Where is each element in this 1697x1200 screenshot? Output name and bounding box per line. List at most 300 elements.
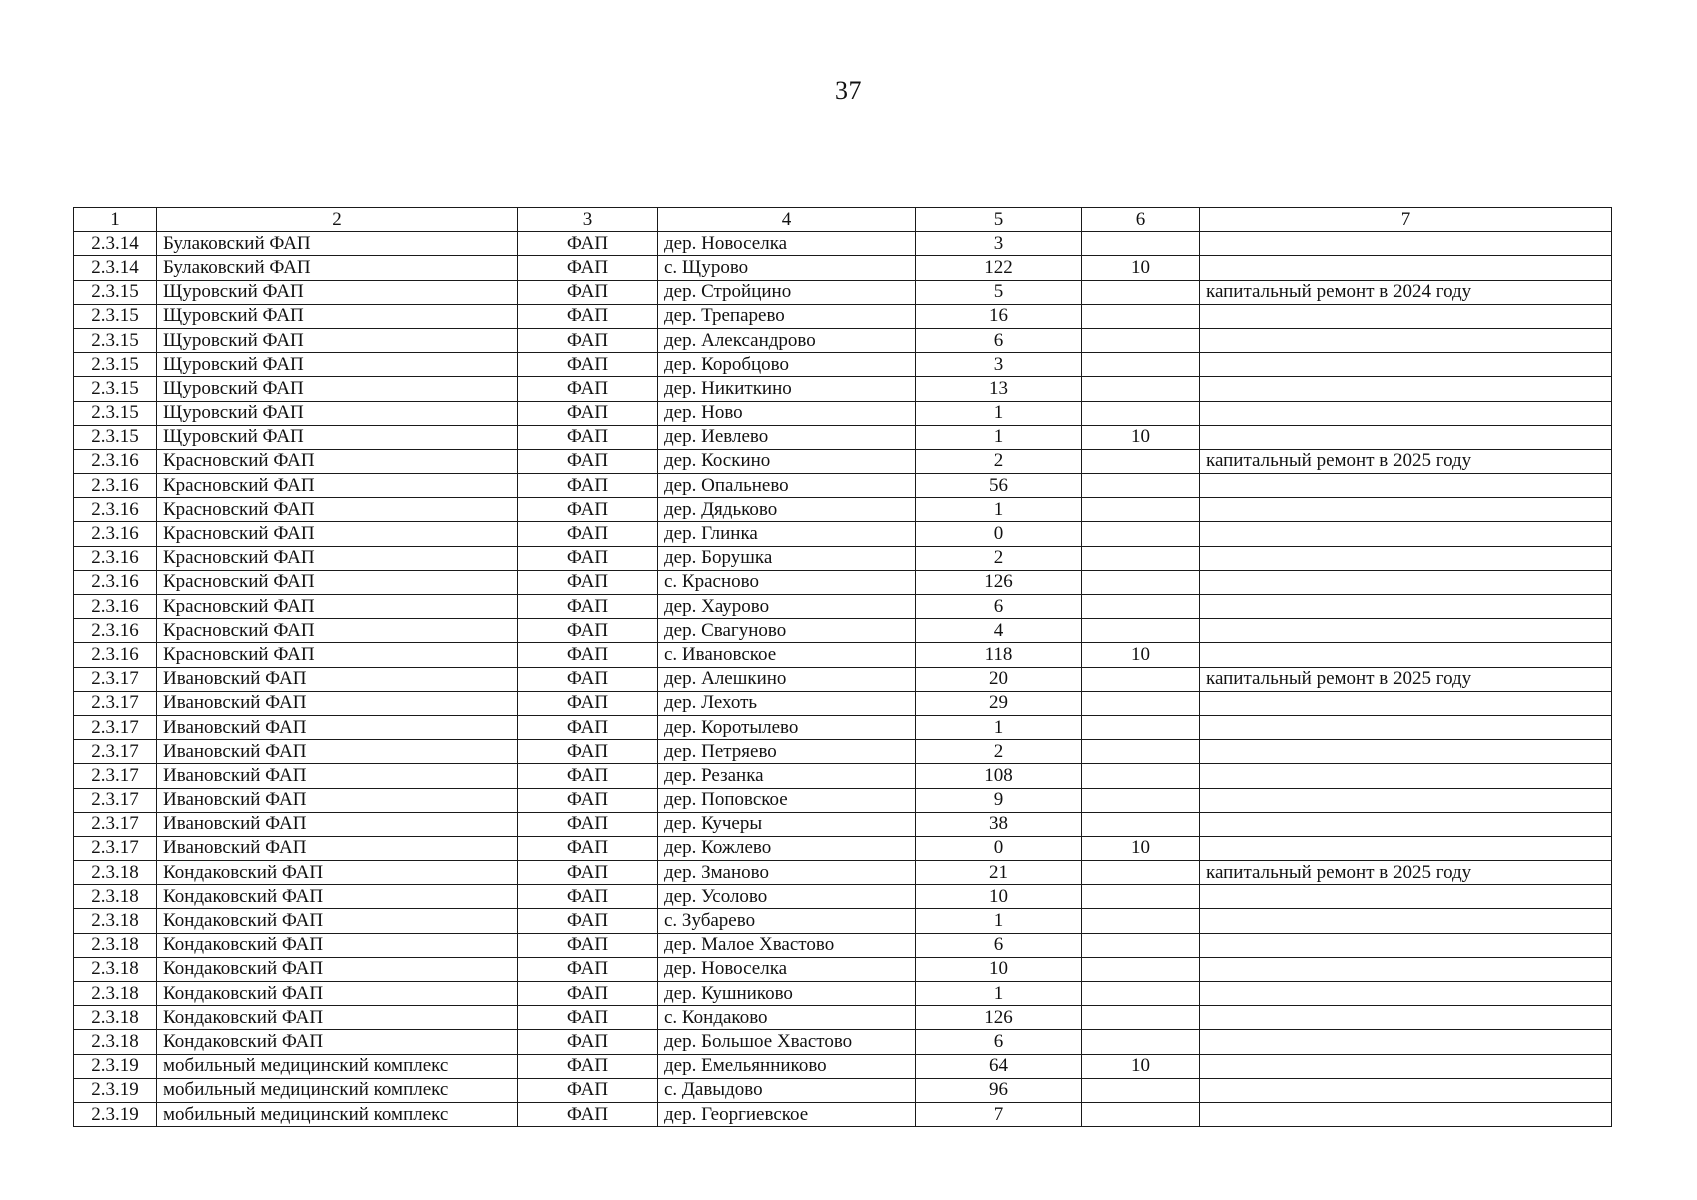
settlement-cell: дер. Кучеры (658, 812, 916, 836)
settlement-cell: дер. Кожлево (658, 836, 916, 860)
facility-type-cell: ФАП (518, 957, 658, 981)
note-cell (1200, 328, 1612, 352)
facility-type-cell: ФАП (518, 933, 658, 957)
note-cell (1200, 691, 1612, 715)
table-row (74, 836, 1612, 860)
settlement-cell: дер. Алешкино (658, 667, 916, 691)
facility-type-cell: ФАП (518, 812, 658, 836)
row-number-cell: 2.3.17 (74, 812, 157, 836)
table-row (74, 812, 1612, 836)
settlement-cell: дер. Ново (658, 401, 916, 425)
facility-type-cell: ФАП (518, 401, 658, 425)
settlement-cell: с. Кондаково (658, 1006, 916, 1030)
distance-cell (1082, 982, 1200, 1006)
row-number-cell: 2.3.16 (74, 546, 157, 570)
note-cell (1200, 522, 1612, 546)
facility-name-cell: Кондаковский ФАП (157, 885, 518, 909)
population-cell: 56 (916, 474, 1082, 498)
settlement-cell: дер. Большое Хвастово (658, 1030, 916, 1054)
facility-name-cell: Ивановский ФАП (157, 691, 518, 715)
settlement-cell: дер. Борушка (658, 546, 916, 570)
population-cell: 118 (916, 643, 1082, 667)
note-cell (1200, 595, 1612, 619)
settlement-cell: с. Щурово (658, 256, 916, 280)
facility-type-cell: ФАП (518, 643, 658, 667)
facility-type-cell: ФАП (518, 1054, 658, 1078)
row-number-cell: 2.3.15 (74, 377, 157, 401)
row-number-cell: 2.3.15 (74, 401, 157, 425)
note-cell (1200, 401, 1612, 425)
facility-type-cell: ФАП (518, 740, 658, 764)
population-cell: 2 (916, 546, 1082, 570)
table-row (74, 353, 1612, 377)
facility-type-cell: ФАП (518, 232, 658, 256)
facility-name-cell: Щуровский ФАП (157, 401, 518, 425)
facility-name-cell: Щуровский ФАП (157, 425, 518, 449)
note-cell (1200, 885, 1612, 909)
distance-cell (1082, 328, 1200, 352)
population-cell: 10 (916, 885, 1082, 909)
note-cell (1200, 1030, 1612, 1054)
distance-cell (1082, 401, 1200, 425)
settlement-cell: дер. Новоселка (658, 232, 916, 256)
table-row (74, 982, 1612, 1006)
settlement-cell: дер. Трепарево (658, 304, 916, 328)
table-row (74, 449, 1612, 473)
table-body (74, 232, 1612, 1127)
population-cell: 7 (916, 1102, 1082, 1126)
note-cell (1200, 1054, 1612, 1078)
column-header: 4 (658, 208, 916, 232)
facility-name-cell: Красновский ФАП (157, 595, 518, 619)
population-cell: 6 (916, 328, 1082, 352)
population-cell: 1 (916, 425, 1082, 449)
population-cell: 4 (916, 619, 1082, 643)
row-number-cell: 2.3.19 (74, 1054, 157, 1078)
facility-type-cell: ФАП (518, 1102, 658, 1126)
settlement-cell: дер. Георгиевское (658, 1102, 916, 1126)
distance-cell (1082, 1006, 1200, 1030)
distance-cell (1082, 1102, 1200, 1126)
table-row (74, 1054, 1612, 1078)
settlement-cell: с. Ивановское (658, 643, 916, 667)
facility-name-cell: Красновский ФАП (157, 643, 518, 667)
distance-cell (1082, 595, 1200, 619)
population-cell: 2 (916, 740, 1082, 764)
table-row (74, 595, 1612, 619)
row-number-cell: 2.3.18 (74, 1006, 157, 1030)
note-cell (1200, 474, 1612, 498)
distance-cell: 10 (1082, 836, 1200, 860)
distance-cell (1082, 498, 1200, 522)
facility-name-cell: Щуровский ФАП (157, 353, 518, 377)
row-number-cell: 2.3.19 (74, 1102, 157, 1126)
row-number-cell: 2.3.16 (74, 498, 157, 522)
row-number-cell: 2.3.18 (74, 933, 157, 957)
population-cell: 16 (916, 304, 1082, 328)
facility-name-cell: Булаковский ФАП (157, 232, 518, 256)
facility-type-cell: ФАП (518, 595, 658, 619)
facility-name-cell: Красновский ФАП (157, 498, 518, 522)
note-cell (1200, 1006, 1612, 1030)
note-cell (1200, 812, 1612, 836)
facility-type-cell: ФАП (518, 1006, 658, 1030)
population-cell: 3 (916, 232, 1082, 256)
note-cell (1200, 425, 1612, 449)
column-header: 5 (916, 208, 1082, 232)
facility-type-cell: ФАП (518, 304, 658, 328)
population-cell: 13 (916, 377, 1082, 401)
table-row (74, 909, 1612, 933)
facility-type-cell: ФАП (518, 619, 658, 643)
population-cell: 96 (916, 1078, 1082, 1102)
facility-name-cell: мобильный медицинский комплекс (157, 1102, 518, 1126)
table-row (74, 256, 1612, 280)
note-cell: капитальный ремонт в 2025 году (1200, 667, 1612, 691)
population-cell: 10 (916, 957, 1082, 981)
note-cell (1200, 256, 1612, 280)
table-row (74, 643, 1612, 667)
row-number-cell: 2.3.15 (74, 304, 157, 328)
population-cell: 3 (916, 353, 1082, 377)
facility-type-cell: ФАП (518, 425, 658, 449)
distance-cell: 10 (1082, 256, 1200, 280)
population-cell: 20 (916, 667, 1082, 691)
column-header: 2 (157, 208, 518, 232)
settlement-cell: дер. Коскино (658, 449, 916, 473)
facility-name-cell: Ивановский ФАП (157, 740, 518, 764)
facility-type-cell: ФАП (518, 498, 658, 522)
facility-type-cell: ФАП (518, 546, 658, 570)
row-number-cell: 2.3.17 (74, 788, 157, 812)
distance-cell (1082, 280, 1200, 304)
population-cell: 21 (916, 861, 1082, 885)
table-row (74, 304, 1612, 328)
row-number-cell: 2.3.14 (74, 232, 157, 256)
settlement-cell: дер. Поповское (658, 788, 916, 812)
table-row (74, 1078, 1612, 1102)
distance-cell (1082, 546, 1200, 570)
settlement-cell: дер. Дядьково (658, 498, 916, 522)
note-cell (1200, 1078, 1612, 1102)
table-row (74, 740, 1612, 764)
distance-cell (1082, 957, 1200, 981)
settlement-cell: дер. Глинка (658, 522, 916, 546)
table-row (74, 570, 1612, 594)
row-number-cell: 2.3.16 (74, 474, 157, 498)
table-row (74, 667, 1612, 691)
row-number-cell: 2.3.16 (74, 643, 157, 667)
settlement-cell: с. Красново (658, 570, 916, 594)
facility-type-cell: ФАП (518, 667, 658, 691)
facility-type-cell: ФАП (518, 280, 658, 304)
facility-name-cell: Щуровский ФАП (157, 328, 518, 352)
settlement-cell: с. Давыдово (658, 1078, 916, 1102)
row-number-cell: 2.3.17 (74, 764, 157, 788)
facility-type-cell: ФАП (518, 377, 658, 401)
row-number-cell: 2.3.18 (74, 909, 157, 933)
facility-type-cell: ФАП (518, 764, 658, 788)
row-number-cell: 2.3.17 (74, 836, 157, 860)
population-cell: 2 (916, 449, 1082, 473)
facility-type-cell: ФАП (518, 715, 658, 739)
note-cell (1200, 619, 1612, 643)
row-number-cell: 2.3.16 (74, 449, 157, 473)
facility-type-cell: ФАП (518, 1030, 658, 1054)
table-row (74, 1030, 1612, 1054)
table-row (74, 328, 1612, 352)
distance-cell: 10 (1082, 643, 1200, 667)
population-cell: 1 (916, 909, 1082, 933)
facility-name-cell: Ивановский ФАП (157, 788, 518, 812)
distance-cell (1082, 232, 1200, 256)
facility-name-cell: Булаковский ФАП (157, 256, 518, 280)
population-cell: 108 (916, 764, 1082, 788)
distance-cell (1082, 764, 1200, 788)
distance-cell (1082, 667, 1200, 691)
population-cell: 1 (916, 401, 1082, 425)
population-cell: 0 (916, 522, 1082, 546)
note-cell (1200, 353, 1612, 377)
facility-name-cell: мобильный медицинский комплекс (157, 1078, 518, 1102)
facility-type-cell: ФАП (518, 836, 658, 860)
population-cell: 126 (916, 1006, 1082, 1030)
facility-type-cell: ФАП (518, 570, 658, 594)
note-cell (1200, 498, 1612, 522)
facility-name-cell: Кондаковский ФАП (157, 861, 518, 885)
facility-name-cell: Красновский ФАП (157, 570, 518, 594)
facility-name-cell: Кондаковский ФАП (157, 933, 518, 957)
facility-name-cell: Щуровский ФАП (157, 304, 518, 328)
facility-name-cell: Кондаковский ФАП (157, 957, 518, 981)
facilities-table (73, 207, 1612, 1127)
population-cell: 1 (916, 982, 1082, 1006)
row-number-cell: 2.3.16 (74, 570, 157, 594)
table-header (74, 208, 1612, 232)
population-cell: 6 (916, 595, 1082, 619)
note-cell (1200, 232, 1612, 256)
facility-name-cell: Кондаковский ФАП (157, 909, 518, 933)
facility-type-cell: ФАП (518, 691, 658, 715)
settlement-cell: дер. Иевлево (658, 425, 916, 449)
table-row (74, 691, 1612, 715)
facility-type-cell: ФАП (518, 909, 658, 933)
facility-name-cell: Кондаковский ФАП (157, 1006, 518, 1030)
facility-name-cell: Красновский ФАП (157, 619, 518, 643)
settlement-cell: дер. Лехоть (658, 691, 916, 715)
column-header: 7 (1200, 208, 1612, 232)
table-row (74, 498, 1612, 522)
note-cell: капитальный ремонт в 2025 году (1200, 861, 1612, 885)
table-row (74, 474, 1612, 498)
settlement-cell: дер. Никиткино (658, 377, 916, 401)
facility-type-cell: ФАП (518, 1078, 658, 1102)
distance-cell (1082, 522, 1200, 546)
distance-cell (1082, 909, 1200, 933)
facility-name-cell: Щуровский ФАП (157, 280, 518, 304)
distance-cell (1082, 449, 1200, 473)
note-cell (1200, 304, 1612, 328)
facility-name-cell: Ивановский ФАП (157, 667, 518, 691)
settlement-cell: дер. Зманово (658, 861, 916, 885)
table-row (74, 1006, 1612, 1030)
table-row (74, 957, 1612, 981)
row-number-cell: 2.3.18 (74, 1030, 157, 1054)
row-number-cell: 2.3.17 (74, 667, 157, 691)
facility-name-cell: Ивановский ФАП (157, 836, 518, 860)
facility-name-cell: Щуровский ФАП (157, 377, 518, 401)
row-number-cell: 2.3.18 (74, 957, 157, 981)
distance-cell (1082, 933, 1200, 957)
distance-cell (1082, 1078, 1200, 1102)
row-number-cell: 2.3.15 (74, 353, 157, 377)
table-row (74, 933, 1612, 957)
row-number-cell: 2.3.14 (74, 256, 157, 280)
settlement-cell: дер. Емельянниково (658, 1054, 916, 1078)
facility-type-cell: ФАП (518, 474, 658, 498)
population-cell: 38 (916, 812, 1082, 836)
note-cell (1200, 957, 1612, 981)
facility-name-cell: Ивановский ФАП (157, 764, 518, 788)
settlement-cell: дер. Свагуново (658, 619, 916, 643)
header-row (74, 208, 1612, 232)
population-cell: 5 (916, 280, 1082, 304)
table-row (74, 377, 1612, 401)
column-header: 6 (1082, 208, 1200, 232)
row-number-cell: 2.3.15 (74, 280, 157, 304)
facility-name-cell: Ивановский ФАП (157, 812, 518, 836)
distance-cell (1082, 474, 1200, 498)
population-cell: 9 (916, 788, 1082, 812)
row-number-cell: 2.3.18 (74, 982, 157, 1006)
note-cell: капитальный ремонт в 2024 году (1200, 280, 1612, 304)
population-cell: 1 (916, 498, 1082, 522)
table-row (74, 280, 1612, 304)
settlement-cell: дер. Александрово (658, 328, 916, 352)
page-number: 37 (835, 76, 862, 105)
facility-type-cell: ФАП (518, 449, 658, 473)
table-row (74, 619, 1612, 643)
facility-name-cell: Ивановский ФАП (157, 715, 518, 739)
population-cell: 29 (916, 691, 1082, 715)
population-cell: 6 (916, 1030, 1082, 1054)
table-row (74, 788, 1612, 812)
note-cell (1200, 1102, 1612, 1126)
distance-cell (1082, 885, 1200, 909)
distance-cell (1082, 788, 1200, 812)
note-cell (1200, 764, 1612, 788)
facility-name-cell: Кондаковский ФАП (157, 982, 518, 1006)
facility-name-cell: Кондаковский ФАП (157, 1030, 518, 1054)
note-cell (1200, 643, 1612, 667)
row-number-cell: 2.3.16 (74, 522, 157, 546)
row-number-cell: 2.3.15 (74, 425, 157, 449)
facility-name-cell: Красновский ФАП (157, 474, 518, 498)
table-row (74, 232, 1612, 256)
column-header: 1 (74, 208, 157, 232)
note-cell (1200, 788, 1612, 812)
table-row (74, 522, 1612, 546)
table-row (74, 715, 1612, 739)
distance-cell: 10 (1082, 1054, 1200, 1078)
table-row (74, 401, 1612, 425)
row-number-cell: 2.3.16 (74, 619, 157, 643)
facility-name-cell: мобильный медицинский комплекс (157, 1054, 518, 1078)
settlement-cell: дер. Петряево (658, 740, 916, 764)
note-cell (1200, 715, 1612, 739)
population-cell: 122 (916, 256, 1082, 280)
row-number-cell: 2.3.19 (74, 1078, 157, 1102)
facility-type-cell: ФАП (518, 328, 658, 352)
distance-cell (1082, 619, 1200, 643)
population-cell: 1 (916, 715, 1082, 739)
distance-cell (1082, 353, 1200, 377)
facility-type-cell: ФАП (518, 885, 658, 909)
settlement-cell: дер. Усолово (658, 885, 916, 909)
note-cell: капитальный ремонт в 2025 году (1200, 449, 1612, 473)
settlement-cell: дер. Опальнево (658, 474, 916, 498)
distance-cell (1082, 812, 1200, 836)
table-row (74, 546, 1612, 570)
facility-type-cell: ФАП (518, 353, 658, 377)
distance-cell (1082, 304, 1200, 328)
row-number-cell: 2.3.17 (74, 691, 157, 715)
row-number-cell: 2.3.16 (74, 595, 157, 619)
distance-cell: 10 (1082, 425, 1200, 449)
note-cell (1200, 982, 1612, 1006)
facility-name-cell: Красновский ФАП (157, 546, 518, 570)
table-row (74, 1102, 1612, 1126)
settlement-cell: с. Зубарево (658, 909, 916, 933)
facility-type-cell: ФАП (518, 256, 658, 280)
note-cell (1200, 377, 1612, 401)
row-number-cell: 2.3.17 (74, 715, 157, 739)
note-cell (1200, 933, 1612, 957)
population-cell: 0 (916, 836, 1082, 860)
row-number-cell: 2.3.17 (74, 740, 157, 764)
table-row (74, 764, 1612, 788)
settlement-cell: дер. Хаурово (658, 595, 916, 619)
column-header: 3 (518, 208, 658, 232)
distance-cell (1082, 715, 1200, 739)
row-number-cell: 2.3.18 (74, 861, 157, 885)
facility-type-cell: ФАП (518, 522, 658, 546)
settlement-cell: дер. Новоселка (658, 957, 916, 981)
population-cell: 6 (916, 933, 1082, 957)
population-cell: 64 (916, 1054, 1082, 1078)
settlement-cell: дер. Кушниково (658, 982, 916, 1006)
distance-cell (1082, 740, 1200, 764)
distance-cell (1082, 691, 1200, 715)
population-cell: 126 (916, 570, 1082, 594)
note-cell (1200, 570, 1612, 594)
table-row (74, 885, 1612, 909)
facility-name-cell: Красновский ФАП (157, 449, 518, 473)
distance-cell (1082, 861, 1200, 885)
facility-type-cell: ФАП (518, 788, 658, 812)
note-cell (1200, 909, 1612, 933)
note-cell (1200, 546, 1612, 570)
settlement-cell: дер. Коротылево (658, 715, 916, 739)
distance-cell (1082, 1030, 1200, 1054)
settlement-cell: дер. Резанка (658, 764, 916, 788)
distance-cell (1082, 570, 1200, 594)
row-number-cell: 2.3.18 (74, 885, 157, 909)
settlement-cell: дер. Стройцино (658, 280, 916, 304)
row-number-cell: 2.3.15 (74, 328, 157, 352)
table-row (74, 861, 1612, 885)
settlement-cell: дер. Малое Хвастово (658, 933, 916, 957)
